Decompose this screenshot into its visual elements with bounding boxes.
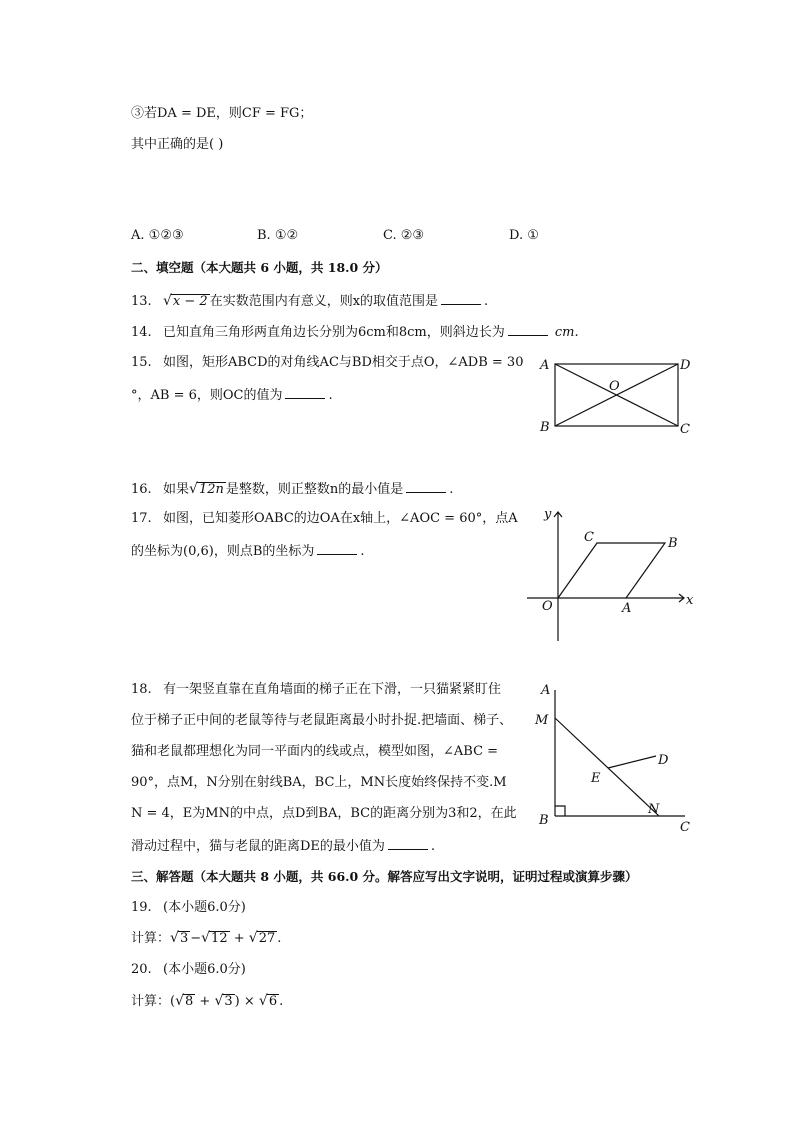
question-18-line2: 位于梯子正中间的老鼠等待与老鼠距离最小时扑捉.把墙面、梯子、 — [131, 713, 513, 728]
section-3-title: 三、解答题（本大题共 8 小题，共 66.0 分。解答应写出文字说明，证明过程或演算步骤） — [131, 869, 638, 884]
q17-label-c: C — [584, 530, 594, 545]
q18-label-b: B — [539, 813, 549, 828]
question-13: 13. √x − 2 在实数范围内有意义，则x的取值范围是 . — [131, 293, 489, 309]
option-c: C. ②③ — [383, 228, 425, 243]
question-18-line5: N = 4，E为MN的中点，点D到BA，BC的距离分别为3和2，在此 — [131, 806, 517, 821]
q12-question: 其中正确的是( ) — [131, 137, 224, 152]
q17-label-a: A — [622, 601, 632, 616]
question-15-line1: 15. 如图，矩形ABCD的对角线AC与BD相交于点O，∠ADB = 30 — [131, 355, 524, 370]
q18-label-a: A — [541, 683, 551, 698]
question-16: 16. 如果√12n 是整数，则正整数n的最小值是 . — [131, 481, 454, 497]
question-18-line4: 90°，点M，N分别在射线BA，BC上，MN长度始终保持不变.M — [131, 775, 507, 790]
q18-label-m: M — [535, 713, 549, 728]
question-19-header: 19. (本小题6.0分) — [131, 900, 246, 915]
question-18-line6: 滑动过程中，猫与老鼠的距离DE的最小值为 . — [131, 839, 436, 854]
q12-statement-3: ③若DA = DE，则CF = FG； — [131, 106, 313, 121]
q17-label-y: y — [544, 507, 552, 522]
q15-label-o: O — [609, 379, 620, 394]
q15-label-c: C — [680, 422, 690, 437]
section-2-title: 二、填空题（本大题共 6 小题，共 18.0 分） — [131, 260, 388, 275]
q18-label-n: N — [648, 802, 660, 817]
option-a: A. ①②③ — [131, 228, 184, 243]
q15-label-a: A — [540, 358, 550, 373]
question-18-line3: 猫和老鼠都理想化为同一平面内的线或点，模型如图，∠ABC = — [131, 744, 499, 759]
q15-label-d: D — [680, 358, 691, 373]
question-17-line1: 17. 如图，已知菱形OABC的边OA在x轴上，∠AOC = 60°，点A — [131, 511, 518, 526]
question-20-expression: 计算：(√8 + √3 ) × √6 . — [131, 993, 284, 1009]
q17-label-b: B — [668, 536, 678, 551]
question-17-line2: 的坐标为(0,6)，则点B的坐标为 . — [131, 544, 365, 559]
q17-label-x: x — [686, 593, 694, 608]
question-18-line1: 18. 有一架竖直靠在直角墙面的梯子正在下滑，一只猫紧紧盯住 — [131, 682, 502, 697]
question-15-line2: °，AB = 6，则OC的值为 . — [131, 388, 333, 403]
question-20-header: 20. (本小题6.0分) — [131, 962, 246, 977]
option-b: B. ①② — [257, 228, 299, 243]
q17-label-o: O — [542, 599, 553, 614]
question-14: 14. 已知直角三角形两直角边长分别为6cm和8cm，则斜边长为 cm. — [131, 325, 579, 340]
question-19-expression: 计算：√3 −√12 + √27 . — [131, 930, 282, 946]
q18-label-d: D — [658, 753, 669, 768]
q18-label-e: E — [591, 771, 601, 786]
q15-label-b: B — [540, 420, 550, 435]
q18-label-c: C — [680, 820, 690, 835]
option-d: D. ① — [509, 228, 539, 243]
